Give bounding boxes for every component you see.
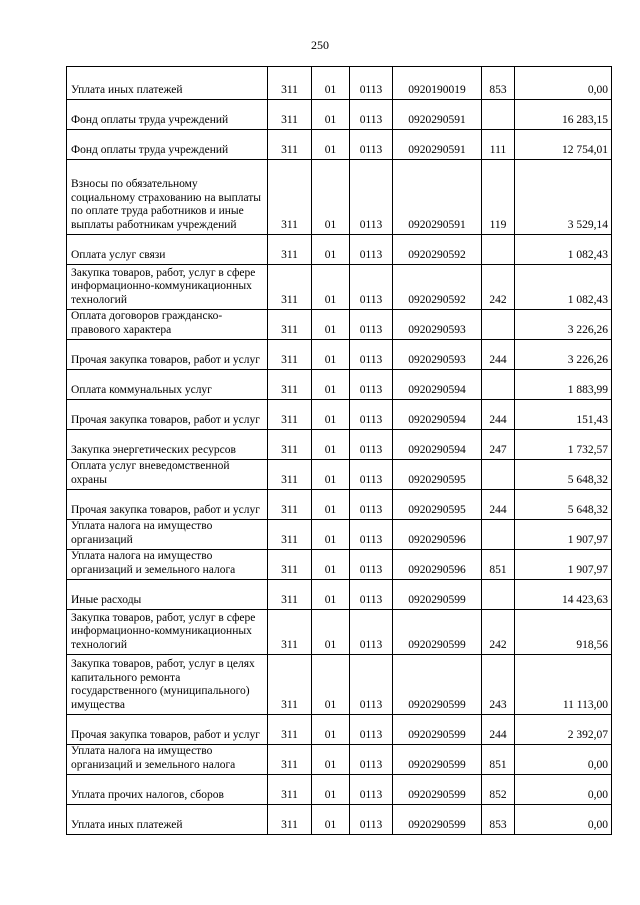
row-name: Прочая закупка товаров, работ и услуг — [67, 400, 268, 430]
amount: 1 907,97 — [515, 520, 612, 550]
table-row — [67, 310, 612, 340]
target-code: 0920290591 — [393, 100, 482, 130]
expense-type-code: 853 — [482, 805, 515, 835]
expense-type-code: 244 — [482, 400, 515, 430]
subsection-code: 0113 — [350, 130, 393, 160]
target-code: 0920290592 — [393, 265, 482, 310]
expense-type-code — [482, 520, 515, 550]
row-name: Уплата налога на имущество организаций и земельного налога — [67, 550, 268, 580]
row-name: Взносы по обязательному социальному страхованию на выплаты по оплате труда работников и иные выплаты работникам учреждений — [67, 160, 268, 235]
ministry-code: 311 — [268, 550, 312, 580]
subsection-code: 0113 — [350, 430, 393, 460]
row-name: Иные расходы — [67, 580, 268, 610]
ministry-code: 311 — [268, 805, 312, 835]
amount: 12 754,01 — [515, 130, 612, 160]
target-code: 0920290599 — [393, 655, 482, 715]
amount: 3 226,26 — [515, 310, 612, 340]
target-code: 0920290593 — [393, 310, 482, 340]
section-code: 01 — [312, 610, 350, 655]
table-row — [67, 130, 612, 160]
section-code: 01 — [312, 130, 350, 160]
ministry-code: 311 — [268, 310, 312, 340]
row-name: Оплата коммунальных услуг — [67, 370, 268, 400]
subsection-code: 0113 — [350, 100, 393, 130]
subsection-code: 0113 — [350, 310, 393, 340]
expense-type-code: 851 — [482, 550, 515, 580]
section-code: 01 — [312, 715, 350, 745]
table-row — [67, 580, 612, 610]
row-name: Оплата услуг вневедомственной охраны — [67, 460, 268, 490]
subsection-code: 0113 — [350, 160, 393, 235]
section-code: 01 — [312, 805, 350, 835]
amount: 1 732,57 — [515, 430, 612, 460]
table-row — [67, 745, 612, 775]
expense-type-code — [482, 460, 515, 490]
row-name: Уплата налога на имущество организаций и земельного налога — [67, 745, 268, 775]
expense-type-code: 851 — [482, 745, 515, 775]
section-code: 01 — [312, 520, 350, 550]
row-name: Закупка товаров, работ, услуг в сфере информационно-коммуникационных технологий — [67, 610, 268, 655]
table-row — [67, 775, 612, 805]
expense-type-code — [482, 580, 515, 610]
row-name: Уплата прочих налогов, сборов — [67, 775, 268, 805]
expense-type-code — [482, 100, 515, 130]
amount: 16 283,15 — [515, 100, 612, 130]
ministry-code: 311 — [268, 460, 312, 490]
target-code: 0920290591 — [393, 130, 482, 160]
ministry-code: 311 — [268, 745, 312, 775]
section-code: 01 — [312, 160, 350, 235]
section-code: 01 — [312, 370, 350, 400]
section-code: 01 — [312, 235, 350, 265]
table-row — [67, 235, 612, 265]
budget-table — [66, 66, 612, 835]
row-name: Прочая закупка товаров, работ и услуг — [67, 340, 268, 370]
table-row — [67, 490, 612, 520]
table-row — [67, 715, 612, 745]
row-name: Фонд оплаты труда учреждений — [67, 130, 268, 160]
table-row — [67, 460, 612, 490]
ministry-code: 311 — [268, 340, 312, 370]
section-code: 01 — [312, 655, 350, 715]
amount: 3 529,14 — [515, 160, 612, 235]
amount: 1 082,43 — [515, 265, 612, 310]
target-code: 0920290593 — [393, 340, 482, 370]
section-code: 01 — [312, 550, 350, 580]
row-name: Оплата договоров гражданско-правового характера — [67, 310, 268, 340]
target-code: 0920290596 — [393, 550, 482, 580]
target-code: 0920290592 — [393, 235, 482, 265]
subsection-code: 0113 — [350, 340, 393, 370]
subsection-code: 0113 — [350, 235, 393, 265]
target-code: 0920290599 — [393, 775, 482, 805]
table-row — [67, 430, 612, 460]
target-code: 0920290599 — [393, 745, 482, 775]
expense-type-code — [482, 310, 515, 340]
target-code: 0920290595 — [393, 490, 482, 520]
subsection-code: 0113 — [350, 805, 393, 835]
table-row — [67, 160, 612, 235]
subsection-code: 0113 — [350, 550, 393, 580]
subsection-code: 0113 — [350, 400, 393, 430]
ministry-code: 311 — [268, 400, 312, 430]
target-code: 0920290599 — [393, 715, 482, 745]
row-name: Уплата иных платежей — [67, 67, 268, 100]
row-name: Закупка товаров, работ, услуг в целях капитального ремонта государственного (муниципального) имущества — [67, 655, 268, 715]
table-row — [67, 100, 612, 130]
row-name: Закупка энергетических ресурсов — [67, 430, 268, 460]
table-row — [67, 400, 612, 430]
ministry-code: 311 — [268, 775, 312, 805]
ministry-code: 311 — [268, 580, 312, 610]
ministry-code: 311 — [268, 490, 312, 520]
expense-type-code: 243 — [482, 655, 515, 715]
subsection-code: 0113 — [350, 745, 393, 775]
row-name: Оплата услуг связи — [67, 235, 268, 265]
target-code: 0920290594 — [393, 370, 482, 400]
target-code: 0920290599 — [393, 580, 482, 610]
section-code: 01 — [312, 580, 350, 610]
amount: 5 648,32 — [515, 490, 612, 520]
section-code: 01 — [312, 400, 350, 430]
amount: 0,00 — [515, 67, 612, 100]
expense-type-code — [482, 370, 515, 400]
target-code: 0920290599 — [393, 805, 482, 835]
ministry-code: 311 — [268, 235, 312, 265]
table-row — [67, 550, 612, 580]
expense-type-code: 852 — [482, 775, 515, 805]
section-code: 01 — [312, 745, 350, 775]
subsection-code: 0113 — [350, 655, 393, 715]
amount: 1 082,43 — [515, 235, 612, 265]
table-row — [67, 610, 612, 655]
amount: 1 883,99 — [515, 370, 612, 400]
row-name: Прочая закупка товаров, работ и услуг — [67, 490, 268, 520]
section-code: 01 — [312, 100, 350, 130]
ministry-code: 311 — [268, 100, 312, 130]
section-code: 01 — [312, 67, 350, 100]
amount: 5 648,32 — [515, 460, 612, 490]
expense-type-code: 853 — [482, 67, 515, 100]
expense-type-code: 247 — [482, 430, 515, 460]
ministry-code: 311 — [268, 520, 312, 550]
ministry-code: 311 — [268, 370, 312, 400]
row-name: Уплата налога на имущество организаций — [67, 520, 268, 550]
target-code: 0920290596 — [393, 520, 482, 550]
target-code: 0920290591 — [393, 160, 482, 235]
target-code: 0920190019 — [393, 67, 482, 100]
amount: 0,00 — [515, 775, 612, 805]
ministry-code: 311 — [268, 715, 312, 745]
ministry-code: 311 — [268, 130, 312, 160]
section-code: 01 — [312, 490, 350, 520]
row-name: Прочая закупка товаров, работ и услуг — [67, 715, 268, 745]
expense-type-code: 244 — [482, 490, 515, 520]
subsection-code: 0113 — [350, 520, 393, 550]
subsection-code: 0113 — [350, 775, 393, 805]
amount: 918,56 — [515, 610, 612, 655]
section-code: 01 — [312, 340, 350, 370]
subsection-code: 0113 — [350, 490, 393, 520]
section-code: 01 — [312, 310, 350, 340]
table-row — [67, 370, 612, 400]
ministry-code: 311 — [268, 265, 312, 310]
subsection-code: 0113 — [350, 610, 393, 655]
amount: 0,00 — [515, 805, 612, 835]
row-name: Фонд оплаты труда учреждений — [67, 100, 268, 130]
subsection-code: 0113 — [350, 370, 393, 400]
amount: 151,43 — [515, 400, 612, 430]
subsection-code: 0113 — [350, 265, 393, 310]
expense-type-code: 242 — [482, 265, 515, 310]
section-code: 01 — [312, 460, 350, 490]
subsection-code: 0113 — [350, 67, 393, 100]
table-row — [67, 805, 612, 835]
expense-type-code: 111 — [482, 130, 515, 160]
target-code: 0920290599 — [393, 610, 482, 655]
amount: 1 907,97 — [515, 550, 612, 580]
expense-type-code: 119 — [482, 160, 515, 235]
table-row — [67, 655, 612, 715]
subsection-code: 0113 — [350, 460, 393, 490]
subsection-code: 0113 — [350, 580, 393, 610]
amount: 3 226,26 — [515, 340, 612, 370]
ministry-code: 311 — [268, 655, 312, 715]
target-code: 0920290595 — [393, 460, 482, 490]
section-code: 01 — [312, 775, 350, 805]
table-row — [67, 520, 612, 550]
expense-type-code: 244 — [482, 340, 515, 370]
ministry-code: 311 — [268, 67, 312, 100]
row-name: Уплата иных платежей — [67, 805, 268, 835]
amount: 0,00 — [515, 745, 612, 775]
section-code: 01 — [312, 430, 350, 460]
section-code: 01 — [312, 265, 350, 310]
page-number: 250 — [311, 38, 329, 52]
target-code: 0920290594 — [393, 400, 482, 430]
target-code: 0920290594 — [393, 430, 482, 460]
ministry-code: 311 — [268, 610, 312, 655]
expense-type-code: 244 — [482, 715, 515, 745]
ministry-code: 311 — [268, 160, 312, 235]
amount: 14 423,63 — [515, 580, 612, 610]
ministry-code: 311 — [268, 430, 312, 460]
table-row — [67, 340, 612, 370]
row-name: Закупка товаров, работ, услуг в сфере информационно-коммуникационных технологий — [67, 265, 268, 310]
table-row — [67, 265, 612, 310]
expense-type-code — [482, 235, 515, 265]
expense-type-code: 242 — [482, 610, 515, 655]
amount: 11 113,00 — [515, 655, 612, 715]
table-row — [67, 67, 612, 100]
amount: 2 392,07 — [515, 715, 612, 745]
subsection-code: 0113 — [350, 715, 393, 745]
